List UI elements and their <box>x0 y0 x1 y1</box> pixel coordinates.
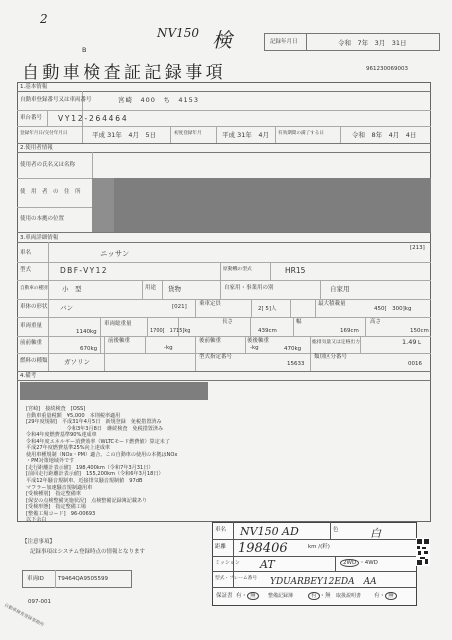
note-line: [29年度規制] 平成31年4月5日 新規登録 免税措置済み <box>26 419 162 426</box>
note-line: [前回走行距離計表示値] 155,200km（令和6年3月18日） <box>26 471 164 478</box>
sticker-mileage-value: 198406 <box>238 541 288 556</box>
height-label: 高さ <box>370 319 382 325</box>
note-line: マフラー加速騒音規制適用車 <box>26 484 93 491</box>
note-line: 自動車重量税額 ¥5,000 本則税率適用 <box>26 412 121 419</box>
displacement-unit: L <box>418 340 422 346</box>
drive-2wd: 2WD <box>340 559 359 567</box>
length-label: 長さ <box>222 319 234 325</box>
record-book-options: 有 ・無 <box>308 594 331 600</box>
sticker-model-value: YDUARBEY12EDA AA <box>270 577 377 587</box>
letter-b: B <box>82 46 87 54</box>
note-line: [保安の点検整備実施状況] 点検整備記録簿記載あり <box>26 497 148 504</box>
note-line: 令和4年度燃費基準90%達成車 <box>26 432 97 439</box>
first-registration-label: 登録年月日/交付年月日 <box>20 131 68 136</box>
vehicle-count: [213] <box>410 245 425 251</box>
front-rear-axle-value: -kg <box>164 345 173 351</box>
displacement-label: 総排気量又は定格出力 <box>312 340 360 345</box>
warranty-label: 保証書 <box>216 593 233 599</box>
rear-front-axle-label: 後前軸重 <box>199 338 222 344</box>
displacement-value: 1.49 <box>402 338 417 346</box>
private-business-value: 自家用 <box>330 285 350 293</box>
redacted-notes <box>20 382 208 400</box>
redacted-user-info <box>92 178 431 232</box>
handwritten-number: 2 <box>40 12 48 26</box>
sticker-mission-label: ミッション <box>215 560 240 566</box>
use-label: 用途 <box>145 285 157 291</box>
note-line: 令和4年度エネルギー消費効率（WLTCモード燃費値）算定未了 <box>26 438 170 445</box>
registration-number-value: 宮崎 400 ち 4153 <box>118 96 199 104</box>
section-user-title: 2.使用者情報 <box>20 145 53 151</box>
vehicle-kind-value: 小 型 <box>62 285 82 293</box>
car-name-value: ニッサン <box>100 249 130 258</box>
sticker-model-label: 型式・フレーム番号 <box>215 576 258 581</box>
engine-type-value: HR15 <box>285 266 306 275</box>
note-line: [受検種別] 指定整備車 <box>26 491 81 498</box>
document-number: 961230069003 <box>366 66 408 72</box>
max-load-value: 450[ 300]kg <box>374 306 412 312</box>
record-date-value: 令和 7年 3月 31日 <box>338 39 407 47</box>
note-line: [受検形態] 指定整備工場 <box>26 504 87 511</box>
car-id-label: 車両ID <box>27 576 44 582</box>
vehicle-weight-label: 車両重量 <box>20 323 43 329</box>
capacity-value: 2[ 5]人 <box>258 306 277 312</box>
body-shape-value: バン <box>60 304 73 312</box>
first-year-label: 初度登録年月 <box>174 131 202 136</box>
spec-number-value: 15633 <box>287 361 305 367</box>
record-date-label: 記録年月日 <box>270 39 298 45</box>
max-load-label: 最大積載量 <box>318 301 346 307</box>
bottom-code: 097-001 <box>28 599 51 605</box>
note-line: ・PM対策地域外です <box>26 458 75 465</box>
vehicle-weight-value: 1140kg <box>76 329 97 335</box>
class-number-label: 類別区分番号 <box>314 354 348 360</box>
sticker-mileage-label: 距離 <box>215 544 227 550</box>
section-notes-title: 4.備考 <box>20 373 37 379</box>
section-vehicle-title: 3.車両詳細情報 <box>20 235 59 241</box>
sticker-mileage-unit: km /(粁) <box>308 544 330 550</box>
note-line: 令和3年3月8日 継続検査 免税措置済み <box>26 425 164 432</box>
sticker-drive-type <box>340 561 378 567</box>
capacity-label: 乗車定員 <box>199 301 222 307</box>
spec-number-label: 型式指定番号 <box>199 354 233 360</box>
chassis-number-value: VY12-264464 <box>58 114 129 123</box>
note-line: 平成12年騒音規制車、近接排気騒音規制値 97dB <box>26 478 143 485</box>
rear-rear-axle-label: 後後軸重 <box>247 338 270 344</box>
usage-base-label: 使用の本拠の位置 <box>20 216 65 222</box>
drive-4wd: 4WD <box>364 560 378 566</box>
front-front-axle-value: 670kg <box>80 346 98 352</box>
notice-label: 【注意事項】 <box>22 539 56 545</box>
sticker-name-value: NV150 AD <box>240 525 299 538</box>
manual-label: 取扱説明書 <box>336 593 362 599</box>
gross-weight-label: 車両総重量 <box>104 321 132 327</box>
note-line: [宮崎] 接続検査 [OSS] <box>26 406 86 412</box>
user-name-label: 使用者の氏名又は名称 <box>20 162 76 168</box>
class-number-value: 0016 <box>408 361 422 367</box>
length-value: 439cm <box>258 328 277 334</box>
qr-code-icon <box>416 538 430 566</box>
fuel-label: 燃料の種類 <box>20 358 48 364</box>
car-id-value: T9464QA9505599 <box>58 576 108 582</box>
use-value: 貨物 <box>168 285 181 293</box>
gross-weight-value: 1700[ 1715]kg <box>150 328 191 334</box>
record-book-label: 整備記録簿 <box>268 593 294 599</box>
rear-rear-axle-value: 470kg <box>284 346 302 352</box>
expiry-label: 有効期間の満了する日 <box>278 131 324 136</box>
handwritten-model: NV150 <box>157 26 200 40</box>
height-value: 150cm <box>410 328 429 334</box>
first-registration-value: 平成 31年 4月 5日 <box>92 131 157 139</box>
model-type-label: 型式 <box>20 267 32 273</box>
manual-options: 有・ 無 <box>374 594 397 600</box>
first-year-value: 平成 31年 4月 <box>222 131 269 139</box>
drive-separator: ・ <box>359 560 365 566</box>
notes-list <box>26 406 177 524</box>
chassis-number-label: 車台番号 <box>20 115 43 121</box>
handwritten-inspection-mark: 検 <box>212 28 232 52</box>
expiry-value: 令和 8年 4月 4日 <box>352 131 417 139</box>
body-code: [021] <box>172 304 187 310</box>
model-type-value: DBF-VY12 <box>60 266 108 275</box>
registration-number-label: 自動車登録番号又は車両番号 <box>20 97 92 103</box>
car-name-label: 車名 <box>20 250 32 256</box>
body-shape-label: 車体の形状 <box>20 304 48 310</box>
note-line: 平成27年度燃費基準25%向上達成車 <box>26 445 111 452</box>
warranty-options: 有・ 無 <box>236 594 259 600</box>
section-basic-title: 1.基本情報 <box>20 84 48 90</box>
sticker-color-value: 白 <box>370 527 381 540</box>
engine-type-label: 原動機の型式 <box>223 267 252 272</box>
front-rear-axle-label: 前後軸重 <box>108 338 131 344</box>
note-line: 使用車種規制（NOx・PM）適合、この自動車の使用の本拠はNOx <box>26 451 178 458</box>
sticker-name-label: 車名 <box>215 527 227 533</box>
width-value: 169cm <box>340 328 359 334</box>
note-line: [走行距離計表示値] 198,400km（令和7年3月31日） <box>26 464 154 471</box>
rear-front-axle-value: -kg <box>250 345 259 351</box>
sticker-color-label: 色 <box>333 527 339 533</box>
notice-text: 記録事項はシステム登録時点の情報となります <box>30 549 145 555</box>
fuel-value: ガソリン <box>64 358 90 366</box>
document-title: 自動車検査証記録事項 <box>22 63 226 83</box>
note-line: 以下余白 <box>26 517 47 524</box>
user-address-label: 使 用 者 の 住 所 <box>20 189 81 195</box>
front-front-axle-label: 前前軸重 <box>20 340 43 346</box>
width-label: 幅 <box>296 319 302 325</box>
note-line: [整備工場コード] 96-00693 <box>26 510 96 517</box>
sticker-mission-value: AT <box>260 558 275 571</box>
private-business-label: 自家用・事業用の別 <box>224 285 274 291</box>
vehicle-kind-label: 自動車の種別 <box>20 286 48 291</box>
corner-stamp: 自動車検査登録事務所 <box>3 603 45 629</box>
